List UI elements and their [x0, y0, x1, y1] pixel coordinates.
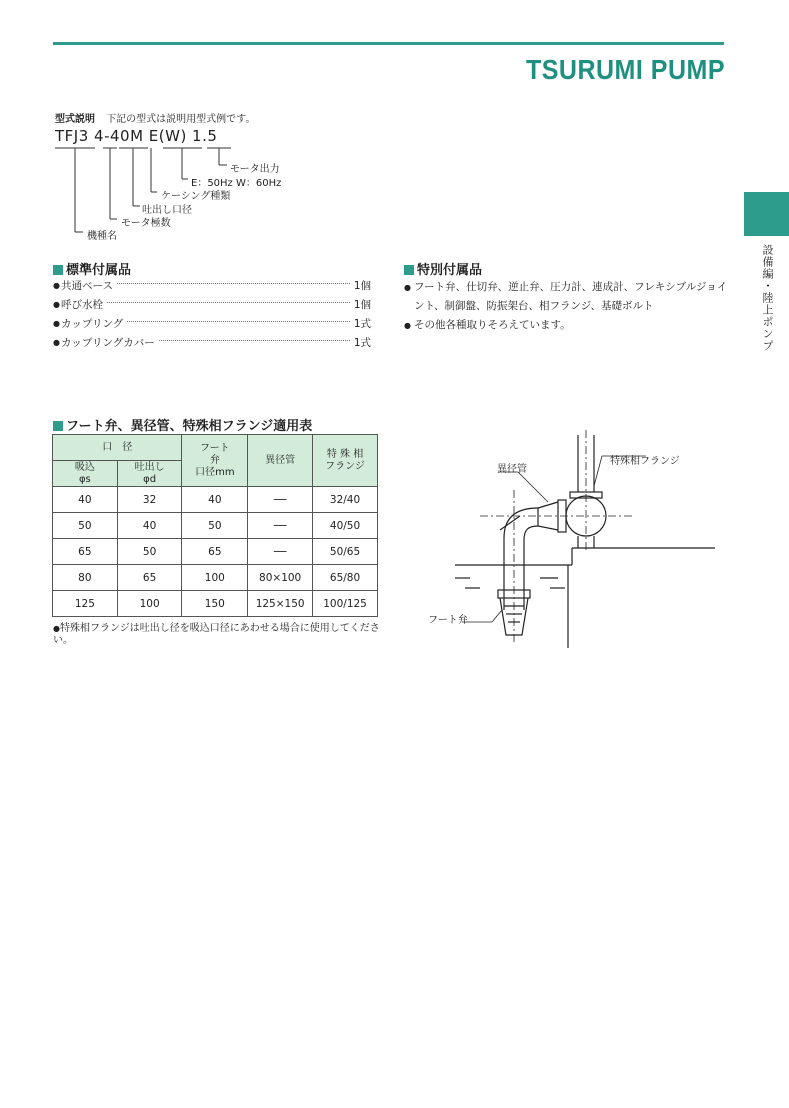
list-item: ● その他各種取りそろえています。 — [404, 319, 571, 331]
header-flange: 特 殊 相 フランジ — [313, 435, 378, 487]
list-item: ● 共通ベース 1個 — [53, 280, 371, 292]
cell: 40 — [117, 513, 182, 539]
cell: 65/80 — [313, 565, 378, 591]
cell: 50/65 — [313, 539, 378, 565]
header-foot-valve: フート 弁 口径mm — [182, 435, 248, 487]
cell: 150 — [182, 591, 248, 617]
cell: 50 — [53, 513, 118, 539]
cell: 32/40 — [313, 487, 378, 513]
cell: 32 — [117, 487, 182, 513]
cell: 125×150 — [248, 591, 313, 617]
header-suction: 吸込 φs — [53, 461, 118, 487]
standard-accessories-list — [53, 276, 371, 352]
cell: 40/50 — [313, 513, 378, 539]
list-item: ● フート弁、仕切弁、逆止弁、圧力計、連成計、フレキシブルジョイント、制御盤、防振架台、相フランジ、基礎ボルト — [404, 281, 728, 312]
table-note: ●特殊相フランジは吐出し径を吸込口径にあわせる場合に使用してください。 — [53, 623, 380, 646]
model-code: TFJ3 4-40M E(W) 1.5 — [55, 127, 218, 145]
standard-accessories-title: 標準付属品 — [53, 259, 131, 278]
list-item: ● カップリングカバー 1式 — [53, 337, 371, 349]
special-accessories-list — [404, 278, 734, 335]
annotation-discharge-bore: 吐出し口径 — [142, 205, 192, 216]
table-row — [53, 539, 378, 565]
cell: 80 — [53, 565, 118, 591]
cell: 65 — [182, 539, 248, 565]
side-tab-marker — [744, 192, 789, 236]
side-tab-label: 設備編・陸上ポンプ — [761, 244, 774, 352]
cell: ── — [248, 513, 313, 539]
table-title: フート弁、異径管、特殊相フランジ適用表 — [53, 415, 312, 434]
diagram-label-reducer: 異径管 — [497, 464, 527, 475]
model-subheading: 下記の型式は説明用型式例です。 — [106, 114, 256, 125]
cell: 40 — [182, 487, 248, 513]
header-rule — [53, 42, 724, 45]
annotation-model-name: 機種名 — [87, 231, 117, 242]
diagram-label-foot-valve: フート弁 — [428, 615, 468, 626]
cell: ── — [248, 487, 313, 513]
header-bore: 口 径 — [53, 435, 182, 461]
list-item: ● カップリング 1式 — [53, 318, 371, 330]
cell: 100 — [182, 565, 248, 591]
annotation-motor-output: モータ出力 — [230, 164, 280, 175]
cell: 50 — [117, 539, 182, 565]
cell: 125 — [53, 591, 118, 617]
annotation-casing-type: ケーシング種類 — [161, 191, 231, 202]
header-discharge: 吐出し φd — [117, 461, 182, 487]
table-row — [53, 565, 378, 591]
cell: 80×100 — [248, 565, 313, 591]
table-row — [53, 591, 378, 617]
special-accessories-title: 特別付属品 — [404, 259, 482, 278]
cell: 100 — [117, 591, 182, 617]
annotation-frequency: E：50Hz W：60Hz — [191, 178, 282, 189]
diagram-label-flange: 特殊相フランジ — [610, 456, 680, 467]
cell: 50 — [182, 513, 248, 539]
list-item: ● 呼び水栓 1個 — [53, 299, 371, 311]
cell: 40 — [53, 487, 118, 513]
cell: 65 — [117, 565, 182, 591]
table-row — [53, 487, 378, 513]
table-row — [53, 513, 378, 539]
model-heading-row — [55, 110, 255, 125]
brand-logo: TSURUMI PUMP — [525, 54, 725, 86]
header-reducer: 異径管 — [248, 435, 313, 487]
cell: ── — [248, 539, 313, 565]
cell: 100/125 — [313, 591, 378, 617]
application-table — [52, 434, 378, 617]
annotation-motor-poles: モータ極数 — [121, 218, 171, 229]
model-heading: 型式説明 — [55, 114, 95, 125]
cell: 65 — [53, 539, 118, 565]
